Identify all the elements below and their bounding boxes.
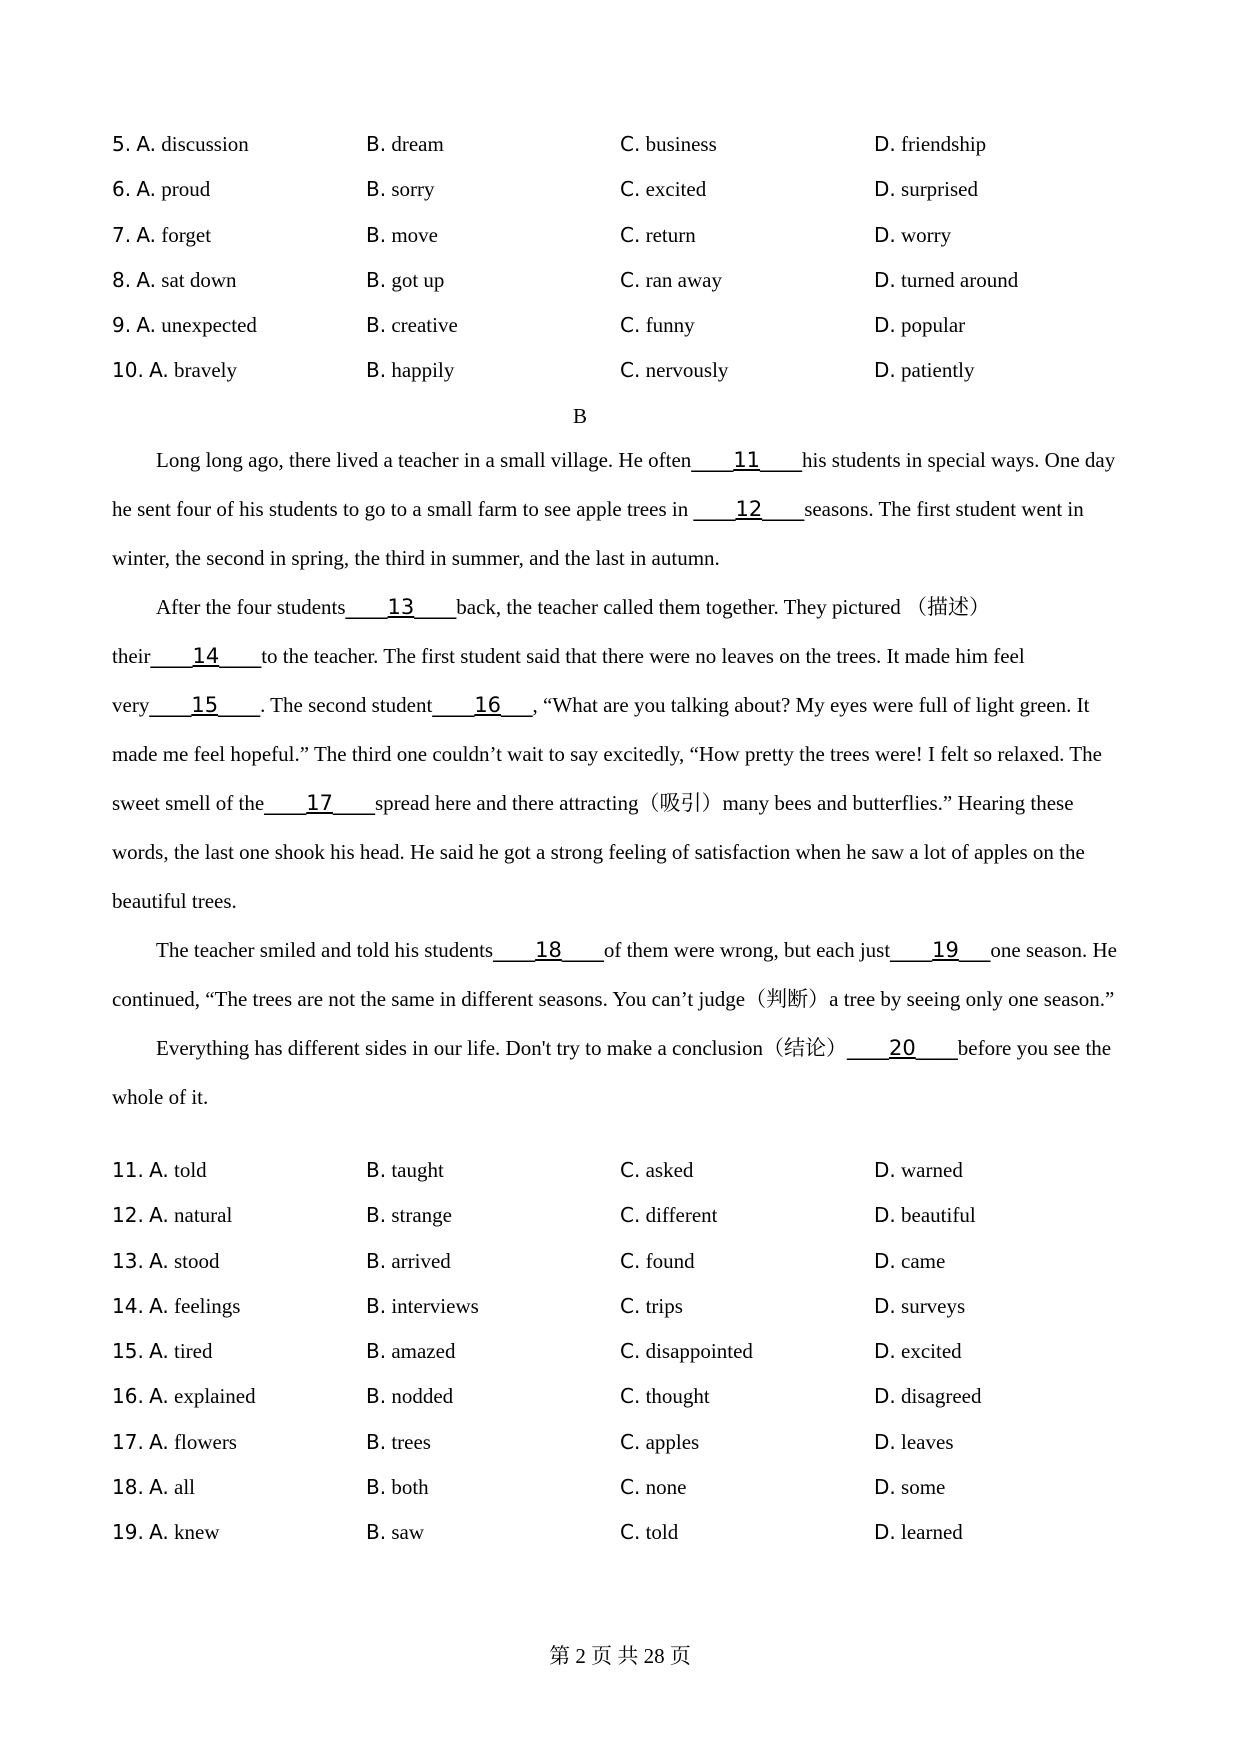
option-d <box>874 268 1018 293</box>
option-c <box>620 1384 710 1409</box>
option-text: disappointed <box>645 1339 753 1364</box>
option-letter: C. <box>620 1520 641 1545</box>
blank-number: 12 <box>735 497 763 521</box>
option-text: flowers <box>174 1429 237 1454</box>
section-title: B <box>572 404 587 428</box>
option-letter: C. <box>620 1248 641 1273</box>
option-text: excited <box>901 1339 962 1364</box>
option-a <box>112 1430 237 1455</box>
option-letter: D. <box>874 1384 896 1409</box>
answer-blank: ____20____ <box>847 1036 958 1060</box>
option-b <box>366 358 454 383</box>
option-a <box>112 1384 256 1409</box>
option-text: leaves <box>901 1429 954 1454</box>
option-text: creative <box>391 313 458 338</box>
option-letter: B. <box>366 267 387 292</box>
passage-paragraph <box>112 1024 1132 1122</box>
option-c <box>620 1158 693 1183</box>
option-letter: C. <box>620 1203 641 1228</box>
option-letter: A. <box>136 313 157 338</box>
answer-blank: ____14____ <box>150 644 262 668</box>
option-letter: A. <box>149 1158 169 1182</box>
option-text: knew <box>174 1520 220 1545</box>
option-text: thought <box>645 1384 710 1409</box>
option-b <box>366 223 438 248</box>
option-d <box>874 1384 981 1409</box>
blank-number: 19 <box>932 938 959 962</box>
option-text: explained <box>174 1384 256 1409</box>
page-footer: 第 2 页 共 28 页 <box>549 1644 691 1668</box>
option-text: patiently <box>901 358 975 383</box>
question-row <box>112 1384 1132 1429</box>
option-text: proud <box>161 177 211 202</box>
question-row <box>112 358 1132 403</box>
option-c <box>620 223 696 248</box>
passage <box>112 436 1132 1122</box>
option-text: stood <box>174 1248 220 1273</box>
option-letter: B. <box>366 1248 387 1273</box>
option-a <box>112 358 237 383</box>
option-letter: A. <box>149 1203 169 1228</box>
option-text: tired <box>174 1339 213 1364</box>
option-text: apples <box>645 1429 700 1454</box>
passage-text: Everything has different sides in our life. Don't try to make a conclusion（结论） <box>156 1036 848 1060</box>
question-list-bottom <box>112 1158 1132 1566</box>
question-number: 13. <box>112 1248 144 1273</box>
option-a <box>112 1520 220 1545</box>
option-text: business <box>645 132 717 156</box>
question-number: 14. <box>112 1293 144 1318</box>
option-letter: D. <box>874 1429 896 1454</box>
option-text: told <box>645 1520 679 1545</box>
option-letter: C. <box>620 1429 641 1454</box>
question-number: 5. <box>112 132 132 156</box>
option-c <box>620 1294 683 1319</box>
question-number: 7. <box>112 222 132 247</box>
passage-text: one season. He continued, “The trees are not the same in different seasons. You can’t judge（判断）a tree by seeing only one season.” <box>112 938 1117 1011</box>
option-c <box>620 1249 695 1274</box>
option-text: discussion <box>161 132 249 156</box>
passage-text: spread here and there attracting（吸引）many bees and butterflies.” Hearing these words, the last one shook his head. He said he got a strong feeling of satisfaction when he saw a lot of apples on the beautiful trees. <box>112 791 1085 913</box>
option-d <box>874 177 978 202</box>
blank-number: 20 <box>889 1036 916 1060</box>
option-text: natural <box>174 1203 233 1228</box>
passage-text: seasons. The first student went in winter, the second in spring, the third in summer, and the last in autumn. <box>112 497 1084 570</box>
option-text: found <box>645 1248 695 1273</box>
option-a <box>112 268 237 293</box>
option-text: dream <box>391 132 444 156</box>
option-text: taught <box>391 1158 444 1182</box>
option-b <box>366 177 435 202</box>
option-d <box>874 223 951 248</box>
option-letter: D. <box>874 1203 896 1228</box>
option-letter: D. <box>874 1520 896 1545</box>
option-a <box>112 1475 195 1500</box>
option-b <box>366 132 444 157</box>
blank-number: 17 <box>306 791 333 815</box>
blank-number: 13 <box>387 595 415 619</box>
option-b <box>366 1158 444 1183</box>
option-letter: A. <box>149 1293 169 1318</box>
option-a <box>112 1158 207 1183</box>
option-d <box>874 1158 963 1183</box>
option-letter: B. <box>366 177 387 202</box>
passage-text: . The second student <box>260 693 433 717</box>
option-letter: B. <box>366 132 387 156</box>
option-text: nervously <box>645 358 729 383</box>
option-text: happily <box>391 358 455 383</box>
passage-paragraph <box>112 583 1132 926</box>
option-text: got up <box>391 267 445 292</box>
option-letter: C. <box>620 1293 641 1318</box>
option-d <box>874 1339 962 1364</box>
option-c <box>620 1339 753 1364</box>
option-letter: C. <box>620 1158 641 1182</box>
option-a <box>112 1249 220 1274</box>
option-letter: A. <box>136 267 157 292</box>
option-letter: C. <box>620 313 641 338</box>
option-letter: B. <box>366 222 387 247</box>
option-text: asked <box>645 1158 694 1182</box>
option-text: friendship <box>901 132 987 156</box>
option-d <box>874 1520 963 1545</box>
option-text: beautiful <box>901 1203 976 1228</box>
option-text: came <box>901 1248 946 1273</box>
question-row <box>112 1430 1132 1475</box>
option-d <box>874 1249 945 1274</box>
option-text: unexpected <box>161 313 257 338</box>
option-d <box>874 132 986 157</box>
option-c <box>620 358 728 383</box>
question-number: 11. <box>112 1158 144 1182</box>
option-text: bravely <box>174 358 237 383</box>
option-text: surveys <box>901 1293 966 1318</box>
option-text: feelings <box>174 1293 241 1318</box>
option-letter: D. <box>874 1475 896 1500</box>
passage-text: before you see the whole of it. <box>112 1036 1112 1109</box>
option-a <box>112 132 249 157</box>
question-row <box>112 132 1132 177</box>
option-letter: B. <box>366 313 387 338</box>
option-a <box>112 1339 212 1364</box>
option-d <box>874 1203 976 1228</box>
option-text: all <box>174 1475 195 1500</box>
option-letter: D. <box>874 1158 896 1182</box>
question-number: 10. <box>112 358 144 383</box>
question-number: 17. <box>112 1429 144 1454</box>
option-text: move <box>391 222 438 247</box>
option-text: warned <box>901 1158 963 1182</box>
option-text: different <box>645 1203 718 1228</box>
option-letter: D. <box>874 1293 896 1318</box>
option-text: turned around <box>901 267 1019 292</box>
passage-text: back, the teacher called them together. They pictured （描述）their <box>112 595 991 668</box>
option-text: excited <box>645 177 707 202</box>
option-letter: B. <box>366 1339 387 1364</box>
option-letter: B. <box>366 1203 387 1228</box>
option-b <box>366 1475 429 1500</box>
blank-number: 16 <box>474 693 502 717</box>
option-text: none <box>645 1475 687 1500</box>
question-number: 15. <box>112 1339 144 1364</box>
option-b <box>366 1339 455 1364</box>
option-c <box>620 1430 699 1455</box>
option-d <box>874 358 975 383</box>
question-list-top <box>112 132 1132 404</box>
question-row <box>112 1339 1132 1384</box>
option-c <box>620 313 695 338</box>
option-b <box>366 1430 431 1455</box>
option-b <box>366 313 458 338</box>
option-letter: D. <box>874 1248 896 1273</box>
option-letter: A. <box>149 1384 169 1409</box>
question-number: 12. <box>112 1203 144 1228</box>
option-letter: A. <box>149 1429 169 1454</box>
passage-text: to the teacher. The first student said that there were no leaves on the trees. It made him feel very <box>112 644 1025 717</box>
option-d <box>874 313 965 338</box>
answer-blank: ____13____ <box>345 595 457 619</box>
option-text: told <box>174 1158 207 1182</box>
question-row <box>112 177 1132 222</box>
option-letter: C. <box>620 1475 641 1500</box>
option-a <box>112 223 211 248</box>
option-text: forget <box>161 222 212 247</box>
answer-blank: ____18____ <box>493 938 604 962</box>
question-row <box>112 223 1132 268</box>
option-text: amazed <box>391 1339 456 1364</box>
question-number: 19. <box>112 1520 144 1545</box>
option-letter: B. <box>366 1520 387 1545</box>
option-text: nodded <box>391 1384 454 1409</box>
passage-text: The teacher smiled and told his students <box>156 938 494 962</box>
option-letter: A. <box>149 1520 169 1545</box>
option-c <box>620 1203 718 1228</box>
option-b <box>366 1520 424 1545</box>
option-c <box>620 1475 686 1500</box>
option-text: funny <box>645 313 695 338</box>
passage-paragraph <box>112 926 1132 1024</box>
answer-blank: ____17____ <box>264 791 375 815</box>
option-text: disagreed <box>901 1384 982 1409</box>
option-letter: A. <box>149 358 169 383</box>
option-c <box>620 177 706 202</box>
question-number: 18. <box>112 1475 144 1500</box>
option-letter: D. <box>874 267 896 292</box>
option-letter: A. <box>136 177 157 202</box>
blank-number: 18 <box>535 938 562 962</box>
question-row <box>112 1158 1132 1203</box>
option-letter: B. <box>366 1475 387 1500</box>
blank-number: 11 <box>733 448 761 472</box>
question-row <box>112 1475 1132 1520</box>
option-text: trees <box>391 1429 431 1454</box>
option-a <box>112 1294 240 1319</box>
option-letter: D. <box>874 358 896 383</box>
question-number: 9. <box>112 313 132 338</box>
passage-text: Long long ago, there lived a teacher in a small village. He often <box>156 448 692 472</box>
option-d <box>874 1430 954 1455</box>
option-letter: B. <box>366 358 387 383</box>
blank-number: 14 <box>192 644 220 668</box>
passage-paragraph <box>112 436 1132 583</box>
question-row <box>112 1203 1132 1248</box>
option-b <box>366 1249 451 1274</box>
option-text: return <box>645 222 696 247</box>
answer-blank: ____16___ <box>432 693 533 717</box>
option-b <box>366 1294 479 1319</box>
passage-text: , “What are you talking about? My eyes were full of light green. It made me feel hopeful.” The third one couldn’t wait to say excitedly, “How pretty the trees were! I felt so relaxed. The sweet smell of the <box>112 693 1102 815</box>
option-text: both <box>391 1475 429 1500</box>
question-number: 6. <box>112 177 132 202</box>
option-letter: D. <box>874 177 896 202</box>
option-letter: D. <box>874 1339 896 1364</box>
option-letter: A. <box>149 1248 169 1273</box>
option-b <box>366 1384 453 1409</box>
option-letter: D. <box>874 313 896 338</box>
option-a <box>112 1203 232 1228</box>
option-a <box>112 313 257 338</box>
option-d <box>874 1294 965 1319</box>
blank-number: 15 <box>191 693 219 717</box>
question-number: 16. <box>112 1384 144 1409</box>
question-row <box>112 313 1132 358</box>
option-b <box>366 1203 452 1228</box>
option-text: sorry <box>391 177 435 202</box>
option-letter: A. <box>149 1339 169 1364</box>
option-text: ran away <box>645 267 722 292</box>
answer-blank: ____15____ <box>149 693 261 717</box>
option-text: popular <box>901 313 966 338</box>
option-c <box>620 1520 678 1545</box>
option-letter: B. <box>366 1384 387 1409</box>
question-number: 8. <box>112 267 132 292</box>
answer-blank: ____11____ <box>691 448 803 472</box>
option-letter: C. <box>620 177 641 202</box>
option-letter: D. <box>874 132 896 156</box>
option-letter: B. <box>366 1429 387 1454</box>
option-text: surprised <box>901 177 979 202</box>
question-row <box>112 1520 1132 1565</box>
answer-blank: ____12____ <box>693 497 805 521</box>
option-a <box>112 177 210 202</box>
option-letter: A. <box>136 132 157 156</box>
option-d <box>874 1475 945 1500</box>
option-letter: C. <box>620 358 641 383</box>
option-text: arrived <box>391 1248 451 1273</box>
option-c <box>620 132 717 157</box>
option-text: worry <box>901 222 952 247</box>
option-letter: A. <box>136 222 157 247</box>
option-letter: C. <box>620 222 641 247</box>
option-text: strange <box>391 1203 452 1228</box>
option-text: saw <box>391 1520 424 1545</box>
option-letter: D. <box>874 222 896 247</box>
option-letter: A. <box>149 1475 169 1500</box>
passage-text: his students in special ways. One day he sent four of his students to go to a small farm to see apple trees in <box>112 448 1116 521</box>
option-text: interviews <box>391 1293 479 1318</box>
option-text: sat down <box>161 267 237 292</box>
option-b <box>366 268 444 293</box>
option-letter: C. <box>620 267 641 292</box>
passage-text: After the four students <box>156 595 346 619</box>
option-letter: C. <box>620 132 641 156</box>
passage-text: of them were wrong, but each just <box>603 938 891 962</box>
option-letter: C. <box>620 1384 641 1409</box>
option-text: some <box>901 1475 946 1500</box>
answer-blank: ____19___ <box>890 938 991 962</box>
option-text: learned <box>901 1520 963 1545</box>
option-letter: B. <box>366 1293 387 1318</box>
option-c <box>620 268 722 293</box>
question-row <box>112 1294 1132 1339</box>
option-letter: C. <box>620 1339 641 1364</box>
option-text: trips <box>645 1293 683 1318</box>
option-letter: B. <box>366 1158 387 1182</box>
question-row <box>112 268 1132 313</box>
question-row <box>112 1249 1132 1294</box>
